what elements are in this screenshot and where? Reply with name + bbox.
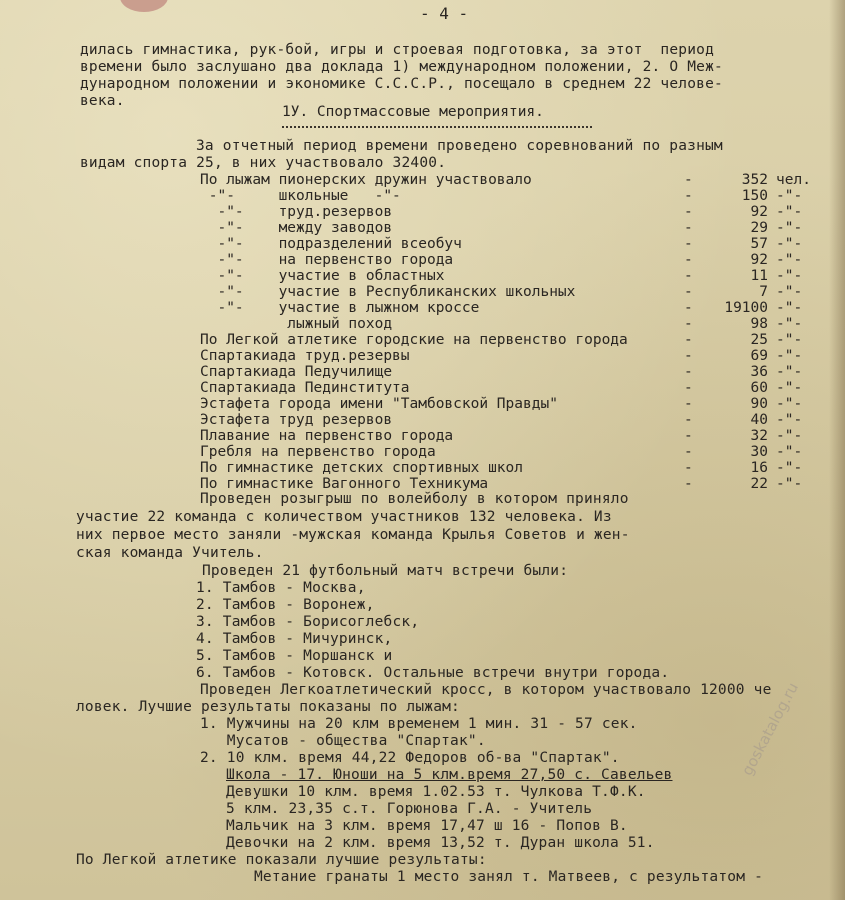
- school-result: Школа - 17. Юноши на 5 клм.время 27,50 с. Савельев: [226, 767, 673, 783]
- football-intro: Проведен 21 футбольный матч встречи были:: [202, 563, 569, 579]
- count-unit: -"-: [776, 204, 803, 220]
- volleyball-line: них первое место заняли -мужская команда Крылья Советов и жен-: [76, 527, 630, 543]
- participant-count: 11: [750, 268, 768, 284]
- football-match: 6. Тамбов - Котовск. Остальные встречи внутри города.: [196, 665, 670, 681]
- count-unit: -"-: [776, 380, 803, 396]
- leader-dash: -: [684, 284, 693, 300]
- competition-label: -"- участие в Республиканских школьных: [200, 284, 576, 300]
- summary-line: За отчетный период времени проведено соревнований по разным: [196, 138, 723, 154]
- count-unit: -"-: [776, 476, 803, 492]
- count-unit: -"-: [776, 428, 803, 444]
- school-result: 5 клм. 23,35 с.т. Горюнова Г.А. - Учитель: [226, 801, 593, 817]
- competition-label: -"- подразделений всеобуч: [200, 236, 462, 252]
- leader-dash: -: [684, 188, 693, 204]
- competition-label: По Легкой атлетике городские на первенство города: [200, 332, 628, 348]
- competition-label: Спартакиада Педучилище: [200, 364, 393, 380]
- participant-count: 7: [759, 284, 768, 300]
- competition-label: -"- участие в областных: [200, 268, 445, 284]
- volleyball-line: Проведен розыгрыш по волейболу в котором приняло: [200, 491, 629, 507]
- count-unit: -"-: [776, 444, 803, 460]
- school-result: Девушки 10 клм. время 1.02.53 т. Чулкова Т.Ф.К.: [226, 784, 646, 800]
- participant-count: 98: [750, 316, 768, 332]
- participant-count: 29: [750, 220, 768, 236]
- ski-result: Мусатов - общества "Спартак".: [200, 733, 486, 749]
- watermark: goskatalog.ru: [738, 679, 803, 779]
- count-unit: -"-: [776, 348, 803, 364]
- ink-stain: [120, 0, 168, 12]
- section-title: 1У. Спортмассовые мероприятия.: [282, 104, 544, 120]
- competition-label: -"- труд.резервов: [200, 204, 393, 220]
- leader-dash: -: [684, 252, 693, 268]
- count-unit: -"-: [776, 332, 803, 348]
- cross-line: ловек. Лучшие результаты показаны по лыжам:: [76, 699, 460, 715]
- leader-dash: -: [684, 460, 693, 476]
- volleyball-line: ская команда Учитель.: [76, 545, 264, 561]
- leader-dash: -: [684, 236, 693, 252]
- leader-dash: -: [684, 412, 693, 428]
- school-result: Девочки на 2 клм. время 13,52 т. Дуран школа 51.: [226, 835, 655, 851]
- football-match: 1. Тамбов - Москва,: [196, 580, 366, 596]
- competition-label: Эстафета труд резервов: [200, 412, 393, 428]
- leader-dash: -: [684, 348, 693, 364]
- leader-dash: -: [684, 220, 693, 236]
- participant-count: 69: [750, 348, 768, 364]
- competition-label: По гимнастике детских спортивных школ: [200, 460, 524, 476]
- competition-label: Гребля на первенство города: [200, 444, 436, 460]
- leader-dash: -: [684, 268, 693, 284]
- participant-count: 19100: [724, 300, 768, 316]
- page-number: - 4 -: [420, 4, 469, 23]
- competition-label: Спартакиада Пединститута: [200, 380, 410, 396]
- count-unit: -"-: [776, 268, 803, 284]
- grenade-line: Метание гранаты 1 место занял т. Матвеев, с результатом -: [254, 869, 763, 885]
- leader-dash: -: [684, 428, 693, 444]
- participant-count: 30: [750, 444, 768, 460]
- competition-label: По гимнастике Вагонного Техникума: [200, 476, 489, 492]
- school-result: Мальчик на 3 клм. время 17,47 ш 16 - Попов В.: [226, 818, 628, 834]
- count-unit: -"-: [776, 396, 803, 412]
- intro-line: дународном положении и экономике С.С.С.Р., посещало в среднем 22 челове-: [80, 76, 723, 92]
- football-match: 5. Тамбов - Моршанск и: [196, 648, 393, 664]
- ski-result: 1. Мужчины на 20 клм временем 1 мин. 31 - 57 сек.: [200, 716, 638, 732]
- count-unit: -"-: [776, 364, 803, 380]
- competition-label: Эстафета города имени "Тамбовской Правды": [200, 396, 558, 412]
- participant-count: 22: [750, 476, 768, 492]
- intro-line: дилась гимнастика, рук-бой, игры и строевая подготовка, за этот период: [80, 42, 715, 58]
- count-unit: -"-: [776, 300, 803, 316]
- competition-label: -"- между заводов: [200, 220, 393, 236]
- leader-dash: -: [684, 364, 693, 380]
- count-unit: чел.: [776, 172, 811, 188]
- leader-dash: -: [684, 172, 693, 188]
- competition-label: лыжный поход: [200, 316, 393, 332]
- participant-count: 36: [750, 364, 768, 380]
- football-match: 2. Тамбов - Воронеж,: [196, 597, 375, 613]
- participant-count: 60: [750, 380, 768, 396]
- leader-dash: -: [684, 476, 693, 492]
- count-unit: -"-: [776, 316, 803, 332]
- football-match: 3. Тамбов - Борисоглебск,: [196, 614, 420, 630]
- football-match: 4. Тамбов - Мичуринск,: [196, 631, 393, 647]
- count-unit: -"-: [776, 220, 803, 236]
- title-underline: [282, 126, 592, 128]
- count-unit: -"-: [776, 412, 803, 428]
- count-unit: -"-: [776, 460, 803, 476]
- count-unit: -"-: [776, 284, 803, 300]
- leader-dash: -: [684, 204, 693, 220]
- count-unit: -"-: [776, 252, 803, 268]
- leader-dash: -: [684, 380, 693, 396]
- competition-label: -"- на первенство города: [200, 252, 454, 268]
- participant-count: 150: [741, 188, 768, 204]
- leader-dash: -: [684, 316, 693, 332]
- athletics-line: По Легкой атлетике показали лучшие результаты:: [76, 852, 487, 868]
- leader-dash: -: [684, 444, 693, 460]
- leader-dash: -: [684, 332, 693, 348]
- competition-label: -"- участие в лыжном кроссе: [200, 300, 480, 316]
- competition-label: Спартакиада труд.резервы: [200, 348, 410, 364]
- competition-label: Плавание на первенство города: [200, 428, 454, 444]
- competition-label: По лыжам пионерских дружин участвовало: [200, 172, 532, 188]
- count-unit: -"-: [776, 188, 803, 204]
- count-unit: -"-: [776, 236, 803, 252]
- summary-line: видам спорта 25, в них участвовало 32400.: [80, 155, 447, 171]
- cross-line: Проведен Легкоатлетический кросс, в котором участвовало 12000 че: [200, 682, 772, 698]
- volleyball-line: участие 22 команда с количеством участников 132 человека. Из: [76, 509, 612, 525]
- participant-count: 16: [750, 460, 768, 476]
- participant-count: 352: [741, 172, 768, 188]
- participant-count: 57: [750, 236, 768, 252]
- participant-count: 25: [750, 332, 768, 348]
- participant-count: 40: [750, 412, 768, 428]
- intro-line: времени было заслушано два доклада 1) международном положении, 2. О Меж-: [80, 59, 723, 75]
- intro-line: века.: [80, 93, 125, 109]
- participant-count: 92: [750, 204, 768, 220]
- competition-label: -"- школьные -"-: [200, 188, 401, 204]
- participant-count: 32: [750, 428, 768, 444]
- page-edge-shadow: [829, 0, 845, 900]
- participant-count: 92: [750, 252, 768, 268]
- participant-count: 90: [750, 396, 768, 412]
- ski-result: 2. 10 клм. время 44,22 Федоров об-ва "Спартак".: [200, 750, 620, 766]
- leader-dash: -: [684, 300, 693, 316]
- leader-dash: -: [684, 396, 693, 412]
